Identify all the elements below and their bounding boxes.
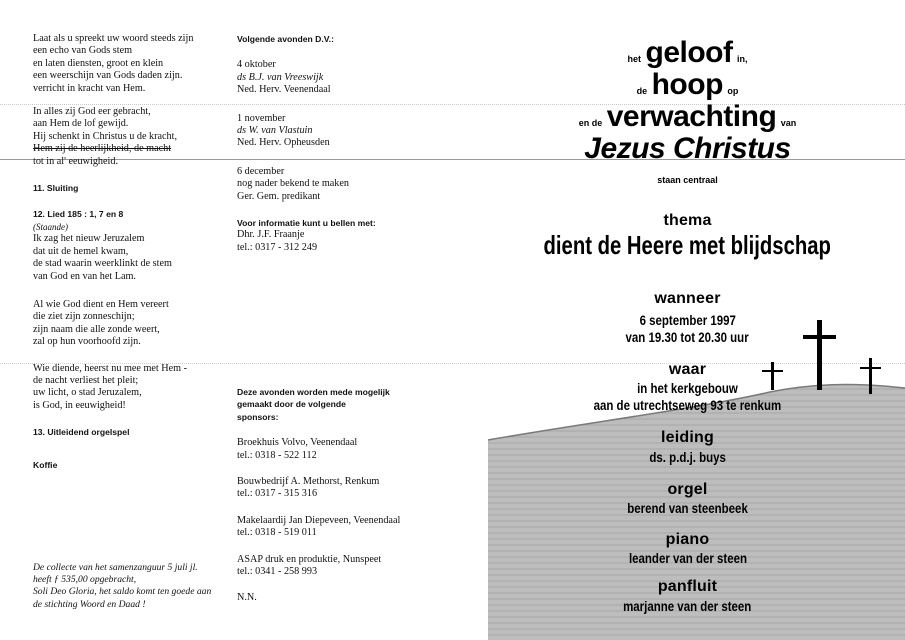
venue-line-1 — [470, 380, 905, 398]
event-time: van 19.30 tot 20.30 uur — [625, 329, 750, 345]
piano-line — [470, 550, 905, 568]
evening-church: Ned. Herv. Opheusden — [237, 137, 330, 149]
sponsor-phone: tel.: 0318 - 519 011 — [237, 527, 317, 539]
verse-line: een echo van Gods stem — [33, 45, 133, 57]
info-block — [237, 217, 422, 254]
collecte-note — [33, 562, 211, 611]
verse-line: zal op hun voorhoofd zijn. — [33, 336, 141, 348]
next-evenings-heading: Volgende avonden D.V.: — [237, 34, 334, 44]
sluiting-heading: 11. Sluiting — [33, 183, 79, 194]
geloof-line — [470, 36, 905, 70]
sponsor-phone: tel.: 0317 - 315 316 — [237, 488, 318, 500]
sponsor-name: Makelaardij Jan Diepeveen, Veenendaal — [237, 514, 401, 526]
sponsor-item — [237, 476, 437, 501]
sponsor-heading — [237, 386, 437, 423]
verse-line: is God, in eeuwigheid! — [33, 399, 126, 411]
evening-3 — [237, 166, 422, 203]
verse-line: Hem zij de heerlijkheid, de macht — [33, 143, 172, 155]
small-word: in, — [736, 54, 748, 64]
verse-line: Hij schenkt in Christus u de kracht, — [33, 130, 178, 142]
left-column — [33, 33, 218, 610]
piano-label: piano — [665, 531, 710, 548]
thema-text-line — [470, 230, 905, 261]
verse-line: en laten diensten, groot en klein — [33, 57, 164, 69]
jezus-christus-word: Jezus Christus — [584, 132, 791, 165]
sponsor-name: Broekhuis Volvo, Veenendaal — [237, 437, 358, 449]
info-phone: tel.: 0317 - 312 249 — [237, 241, 318, 253]
verse-line: de nacht verliest het pleit; — [33, 374, 139, 386]
thema-label: thema — [663, 212, 712, 229]
panfluit-label: panfluit — [657, 578, 718, 595]
leiding-label: leiding — [661, 429, 714, 446]
venue-address: aan de utrechtseweg 93 te renkum — [593, 397, 782, 413]
evening-1 — [237, 59, 422, 96]
verse-line: tot in al' eeuwigheid. — [33, 155, 119, 167]
venue-name: in het kerkgebouw — [637, 380, 738, 396]
orgel-line — [470, 500, 905, 518]
evening-church: Ger. Gem. predikant — [237, 190, 321, 202]
verwachting-line — [470, 100, 905, 134]
staan-centraal: staan centraal — [657, 175, 718, 185]
sponsor-phone: tel.: 0318 - 522 112 — [237, 449, 317, 461]
verse-line: Wie diende, heerst nu mee met Hem - — [33, 362, 188, 374]
orgel-name: berend van steenbeek — [627, 500, 748, 516]
verse-line: In alles zij God eer gebracht, — [33, 106, 151, 118]
lied-block — [33, 208, 218, 282]
evening-church: Ned. Herv. Veenendaal — [237, 84, 331, 96]
sponsor-name: ASAP druk en produktie, Nunspeet — [237, 553, 382, 565]
sponsor-heading-line: sponsors: — [237, 411, 279, 422]
verse-line: een weerschijn van Gods daden zijn. — [33, 70, 183, 82]
hoop-word: hoop — [651, 68, 723, 101]
verse-line: aan Hem de lof gewijd. — [33, 118, 129, 130]
koffie-heading: Koffie — [33, 459, 58, 470]
orgel-label: orgel — [667, 481, 708, 498]
middle-column — [237, 33, 422, 604]
verse-4 — [33, 299, 218, 349]
date-line — [470, 312, 905, 330]
sponsor-phone: tel.: 0341 - 258 993 — [237, 566, 318, 578]
leiding-name: ds. p.d.j. buys — [649, 449, 726, 465]
leiding-line — [470, 449, 905, 467]
evening-date: 1 november — [237, 112, 286, 124]
right-panel — [470, 20, 905, 640]
info-name: Dhr. J.F. Fraanje — [237, 229, 305, 241]
waar-label: waar — [668, 361, 707, 378]
sponsor-heading-line: Deze avonden worden mede mogelijk — [237, 387, 390, 397]
evening-speaker: ds B.J. van Vreeswijk — [237, 71, 324, 83]
jezus-christus-line — [470, 132, 905, 166]
verse-line: Al wie God dient en Hem vereert — [33, 298, 169, 310]
nn-entry: N.N. — [237, 592, 257, 604]
small-word: van — [780, 118, 797, 128]
verse-line: de stad waarin weerklinkt de stem — [33, 258, 172, 270]
sponsor-item — [237, 554, 437, 579]
verse-line: dat uit de hemel kwam, — [33, 245, 129, 257]
verse-line: zijn naam die alle zonde weert, — [33, 323, 160, 335]
collecte-line: De collecte van het samenzanguur 5 juli jl. — [33, 562, 198, 573]
verse-line: verricht in kracht van Hem. — [33, 82, 146, 94]
time-line — [470, 329, 905, 347]
small-word: op — [727, 86, 739, 96]
info-heading: Voor informatie kunt u bellen met: — [237, 218, 376, 229]
piano-name: leander van der steen — [628, 550, 747, 566]
evening-2 — [237, 113, 422, 150]
lied-note: (Staande) — [33, 221, 68, 232]
verse-2 — [33, 106, 218, 168]
verse-line: Ik zag het nieuw Jeruzalem — [33, 233, 145, 245]
sponsors-block — [237, 386, 437, 616]
geloof-word: geloof — [645, 36, 733, 69]
sponsor-heading-line: gemaakt door de volgende — [237, 399, 346, 410]
panfluit-line — [470, 598, 905, 616]
lied-title: 12. Lied 185 : 1, 7 en 8 — [33, 209, 124, 220]
sponsor-item — [237, 515, 437, 540]
evening-date: 6 december — [237, 165, 285, 177]
sponsor-name: Bouwbedrijf A. Methorst, Renkum — [237, 476, 380, 488]
small-word: het — [627, 54, 642, 64]
thema-text: dient de Heere met blijdschap — [543, 230, 832, 260]
verse-line: Laat als u spreekt uw woord steeds zijn — [33, 33, 194, 44]
collecte-line: heeft ƒ 535,00 opgebracht, — [33, 574, 137, 586]
wanneer-label: wanneer — [654, 290, 721, 307]
sponsor-item — [237, 437, 437, 462]
panfluit-name: marjanne van der steen — [623, 598, 752, 614]
collecte-line: de stichting Woord en Daad ! — [33, 598, 146, 610]
verse-5 — [33, 363, 218, 413]
small-word: en de — [578, 118, 603, 128]
verwachting-word: verwachting — [606, 100, 777, 133]
venue-line-2 — [470, 397, 905, 415]
evening-speaker: nog nader bekend te maken — [237, 178, 350, 190]
verse-line: van God en van het Lam. — [33, 270, 136, 282]
orgelspel-heading: 13. Uitleidend orgelspel — [33, 427, 130, 438]
small-word: de — [636, 86, 648, 96]
evening-date: 4 oktober — [237, 59, 276, 71]
verse-1 — [33, 33, 218, 95]
event-date: 6 september 1997 — [639, 312, 736, 328]
verse-line: die ziet zijn zonneschijn; — [33, 311, 135, 323]
collecte-line: Soli Deo Gloria, het saldo komt ten goede aan — [33, 586, 212, 598]
verse-line: uw licht, o stad Jeruzalem, — [33, 387, 142, 399]
hoop-line — [470, 68, 905, 102]
evening-speaker: ds W. van Vlastuin — [237, 125, 313, 137]
